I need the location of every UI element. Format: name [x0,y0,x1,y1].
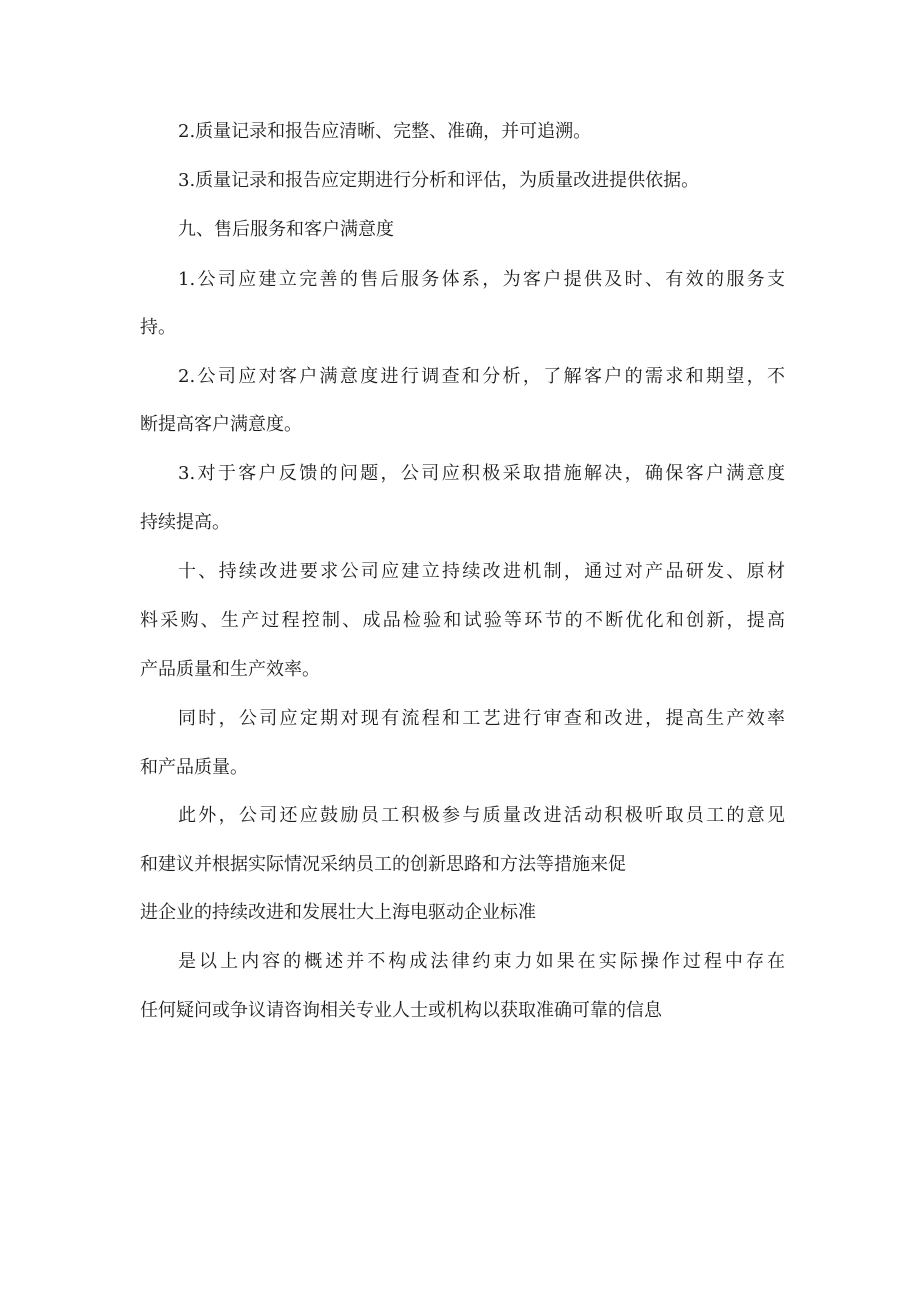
text-line: 1.公司应建立完善的售后服务体系，为客户提供及时、有效的服务支 [178,269,785,290]
text-line: 同时，公司应定期对现有流程和工艺进行审查和改进，提高生产效率 [178,708,785,729]
text-line: 产品质量和生产效率。 [140,659,320,680]
text-line: 此外，公司还应鼓励员工积极参与质量改进活动积极听取员工的意见 [178,805,785,826]
text-line: 持。 [140,317,176,338]
section-heading: 十、持续改进要求公司应建立持续改进机制，通过对产品研发、原材 [178,561,785,582]
text-line: 2.公司应对客户满意度进行调查和分析，了解客户的需求和期望，不 [178,366,785,387]
text-line: 是以上内容的概述并不构成法律约束力如果在实际操作过程中存在 [178,951,785,972]
text-line: 3.对于客户反馈的问题，公司应积极采取措施解决，确保客户满意度 [178,463,785,484]
text-line: 3.质量记录和报告应定期进行分析和评估，为质量改进提供依据。 [178,170,700,191]
text-line: 持续提高。 [140,512,230,533]
text-line: 断提高客户满意度。 [140,414,302,435]
text-line: 2.质量记录和报告应清晰、完整、准确，并可追溯。 [178,121,592,142]
text-line: 进企业的持续改进和发展壮大上海电驱动企业标准 [140,902,536,923]
text-line: 和建议并根据实际情况采纳员工的创新思路和方法等措施来促 [140,854,626,875]
text-line: 料采购、生产过程控制、成品检验和试验等环节的不断优化和创新，提高 [140,610,785,631]
text-line: 和产品质量。 [140,757,248,778]
text-line: 任何疑问或争议请咨询相关专业人士或机构以获取准确可靠的信息 [140,1000,662,1021]
section-heading: 九、售后服务和客户满意度 [178,219,394,240]
